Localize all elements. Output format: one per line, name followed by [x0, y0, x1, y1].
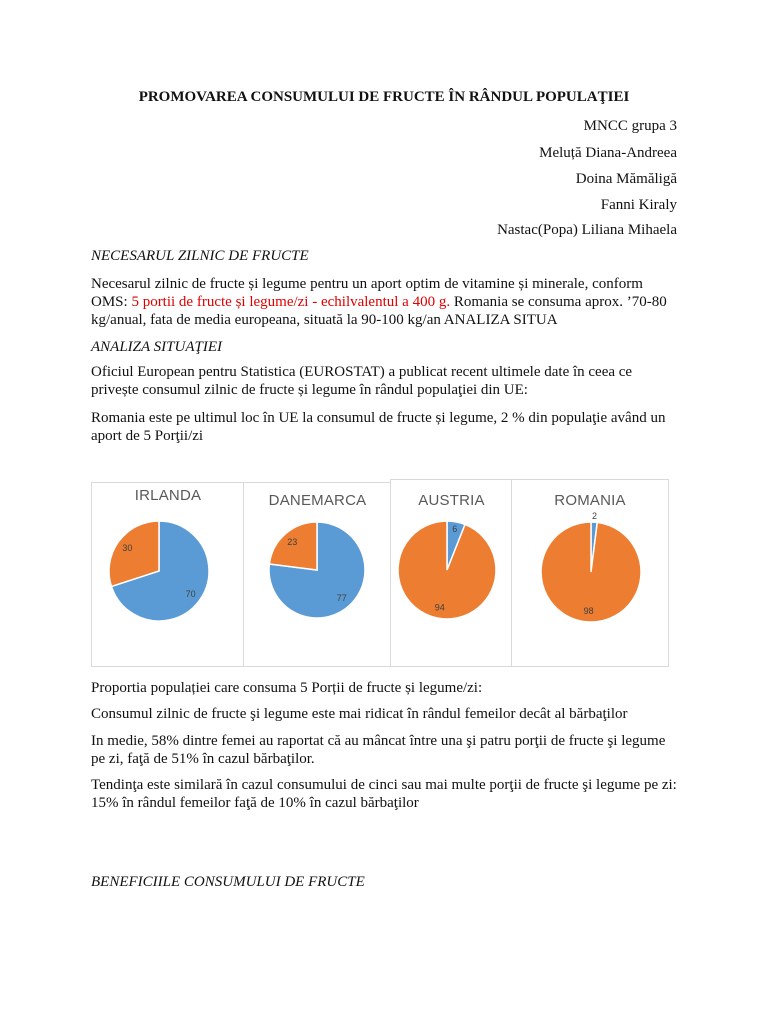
- chart-title: DANEMARCA: [268, 492, 367, 509]
- chart-title: AUSTRIA: [418, 492, 485, 509]
- paragraph-necesar-highlight: 5 portii de fructe și legume/zi - echilvalentul a 400 g.: [131, 294, 451, 310]
- author-line-1: MNCC grupa 3: [583, 118, 677, 134]
- paragraph-consum-femei: Consumul zilnic de fructe şi legume este mai ridicat în rândul femeilor decât al bărbaţilor: [91, 706, 628, 722]
- pie-svg: [244, 483, 391, 666]
- paragraph-medie: In medie, 58% dintre femei au raportat că au mâncat între una şi patru porţii de fructe şi legume pe zi, faţă de 51% în cazul bărbaţilor.: [91, 733, 666, 767]
- author-line-4: Fanni Kiraly: [600, 197, 677, 213]
- author-line-2: Meluță Diana-Andreea: [539, 145, 677, 161]
- pie-data-label: 2: [591, 511, 598, 522]
- pie-data-label: 6: [452, 524, 458, 535]
- pie-data-label: 70: [185, 588, 196, 599]
- paragraph-romania: Romania este pe ultimul loc în UE la consumul de fructe și legume, 2 % din populaţie având un aport de 5 Porţii/zi: [91, 410, 666, 444]
- paragraph-necesar: [91, 275, 681, 329]
- document-title: PROMOVAREA CONSUMULUI DE FRUCTE ÎN RÂNDUL POPULAŢIEI: [138, 89, 630, 105]
- pie-chart-danemarca: [243, 482, 392, 667]
- author-line-3: Doina Mămăligă: [575, 171, 677, 187]
- paragraph-eurostat: Oficiul European pentru Statistica (EUROSTAT) a publicat recent ultimele date în ceea ce privește consumul zilnic de fructe și legume în rândul populaţiei din UE:: [91, 364, 633, 398]
- pie-svg: [92, 483, 244, 666]
- section-heading-beneficii: BENEFICIILE CONSUMULUI DE FRUCTE: [91, 874, 365, 890]
- pie-data-label: 23: [287, 536, 298, 547]
- paragraph-proportia: Proportia populației care consuma 5 Porții de fructe și legume/zi:: [91, 680, 483, 696]
- author-line-5: Nastac(Popa) Liliana Mihaela: [497, 222, 677, 238]
- pie-data-label: 94: [434, 602, 445, 613]
- pie-data-label: 30: [122, 543, 133, 554]
- paragraph-necesar-start: Necesarul zilnic de fructe și legume pentru un aport optim de vitamine și minerale, conform OMS:: [91, 276, 643, 310]
- pie-slice-orange: [398, 521, 496, 619]
- chart-title: ROMANIA: [554, 492, 626, 509]
- pie-chart-irlanda: [91, 482, 245, 667]
- pie-svg: [391, 480, 512, 666]
- pie-data-label: 98: [583, 605, 594, 616]
- pie-svg: [512, 480, 668, 666]
- paragraph-necesar-end: Romania se consuma aprox. ’70-80 kg/anual, fata de media europeana, situată la 90-100 kg/an ANALIZA SITUA: [91, 294, 667, 328]
- chart-title: IRLANDA: [134, 487, 202, 504]
- paragraph-tendinta: Tendinţa este similară în cazul consumului de cinci sau mai multe porţii de fructe şi legume pe zi: 15% în rândul femeilor faţă de 10% în cazul bărbaţilor: [91, 777, 677, 811]
- section-heading-necesar: NECESARUL ZILNIC DE FRUCTE: [91, 248, 309, 264]
- pie-chart-austria: [390, 479, 513, 667]
- pie-chart-romania: [511, 479, 669, 667]
- section-heading-analiza: ANALIZA SITUAŢIEI: [91, 339, 222, 355]
- pie-data-label: 77: [336, 593, 347, 604]
